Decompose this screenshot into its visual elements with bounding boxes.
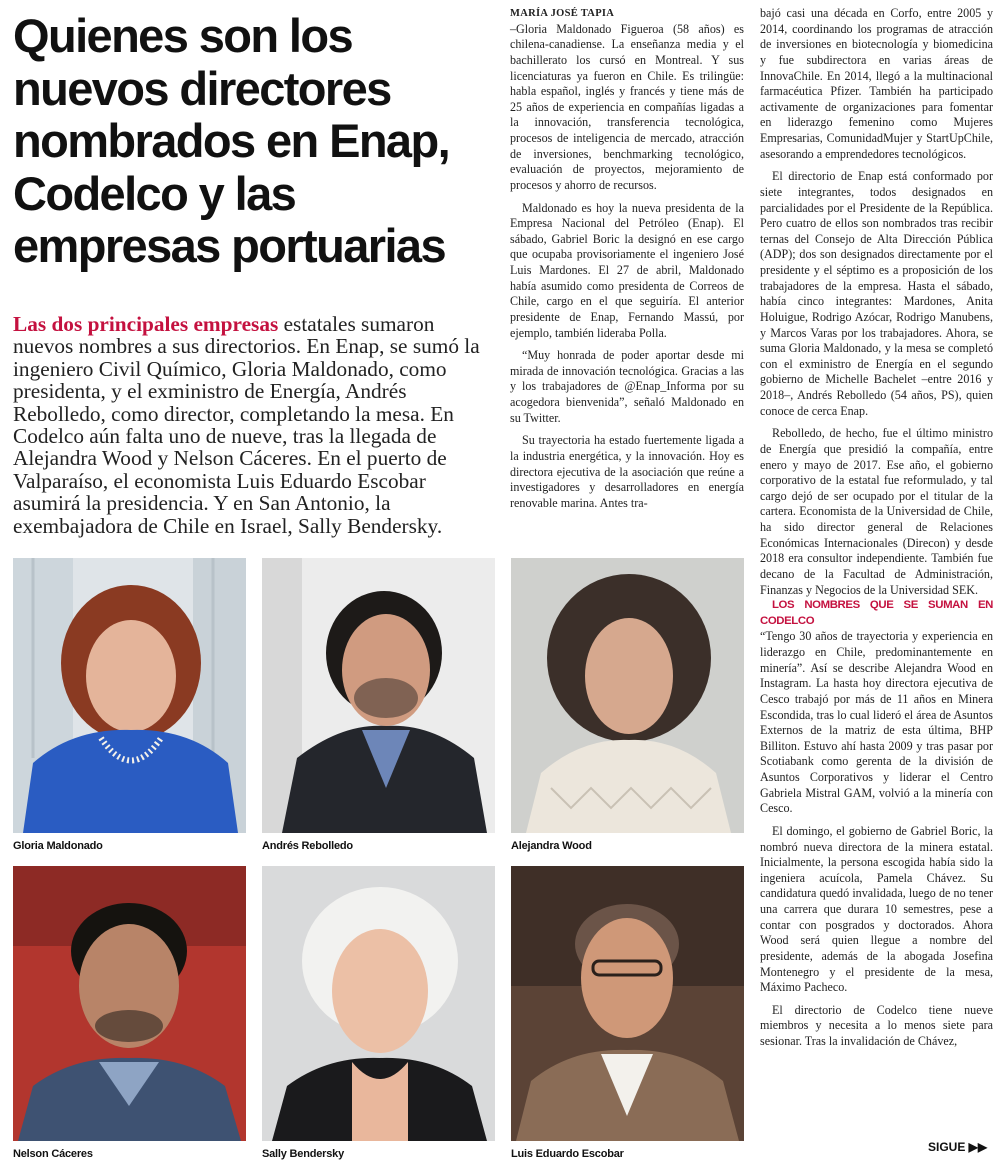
body-paragraph: El domingo, el gobierno de Gabriel Boric, la nombró nueva directora de la minera estatal. Inicialmente, la persona escogida había sido la ingeniera acuícola, Pamela Chávez. Su candidatura quedó invalidada, luego de no tener una carrera que durara 10 semestres, pese a contar con posgrados y doctorados. Ahora Wood será quien llegue a nombre del presidente, además de la abogada Josefina Montenegro y el presidente de la mesa, Máximo Pacheco. xyxy=(760,823,993,995)
photo-gloria-maldonado xyxy=(13,558,246,833)
photo-alejandra-wood xyxy=(511,558,744,833)
photo-luis-eduardo-escobar xyxy=(511,866,744,1141)
body-paragraph: Rebolledo, de hecho, fue el último ministro de Energía que presidió la compañía, entre enero y mayo de 2017. Ese año, el gobierno corporativo de la estatal fue reformulado, y tal cargo dejó de ser ocupado por el titular de la cartera. Economista de la Universidad de Chile, ha sido director general de Relaciones Económicas Internacionales (Direcon) y desde 2018 era consultor independiente. También fue decano de la Facultad de Administración, Finanzas y Negocios de la Universidad SEK. xyxy=(760,426,993,597)
body-paragraph: bajó casi una década en Corfo, entre 2005 y 2014, coordinando los programas de atracción de inversiones en biotecnología y biomedicina y fue subdirectora en varias áreas de InnovaChile. En 2014, llegó a la multinacional farmacéutica Pfizer. También ha participado activamente de organizaciones para fomentar en liderazgo femenino como Mujeres Empresarias, ComunidadMujer y StartUpChile, asesorando a emprendedores tecnológicos. xyxy=(760,6,993,161)
caption-andres-rebolledo: Andrés Rebolledo xyxy=(262,840,353,852)
text-column-2 xyxy=(760,6,993,1050)
body-paragraph: Su trayectoria ha estado fuertemente ligada a la industria energética, y la innovación. Hoy es directora ejecutiva de la asociación que reúne a investigadores y desarrolladores en energía renovable marina. Antes tra- xyxy=(510,433,744,510)
section-subhead: LOS NOMBRES QUE SE SUMAN EN CODELCO xyxy=(760,599,993,627)
body-paragraph: –Gloria Maldonado Figueroa (58 años) es chilena-canadiense. La enseñanza media y el bachillerato los cursó en Montreal. Y sus licenciaturas ya fueron en Chile. Es trilingüe: habla español, inglés y francés y tiene más de 25 años de experiencia en compañías ligadas a la innovación, transferencia tecnológica, procesos de inteligencia de mercado, atracción de inversiones, benchmarking tecnológico, evaluación de proyectos, mejoramiento de procesos y ahorro de recursos. xyxy=(510,21,744,192)
photo-nelson-caceres xyxy=(13,866,246,1141)
byline: MARÍA JOSÉ TAPIA xyxy=(510,8,615,19)
lead-text: estatales sumaron nuevos nombres a sus directorios. En Enap, se sumó la ingeniero Civil Químico, Gloria Maldonado, como presidenta, y el exministro de Energía, Andrés Rebolledo, como director, completando la mesa. En Codelco aún falta uno de nueve, tras la llegada de Alejandra Wood y Nelson Cáceres. En el puerto de Valparaíso, el economista Luis Eduardo Escobar asumirá la presidencia. Y en San Antonio, la exembajadora de Chile en Israel, Sally Bendersky. xyxy=(13,312,480,538)
caption-nelson-caceres: Nelson Cáceres xyxy=(13,1148,93,1160)
caption-alejandra-wood: Alejandra Wood xyxy=(511,840,592,852)
caption-gloria-maldonado: Gloria Maldonado xyxy=(13,840,103,852)
photo-andres-rebolledo xyxy=(262,558,495,833)
caption-sally-bendersky: Sally Bendersky xyxy=(262,1148,344,1160)
body-paragraph: El directorio de Enap está conformado por siete integrantes, todos designados en parcialidades por el Presidente de la República. Pero cuatro de ellos son nombrados tras recibir ternas del Consejo de Alta Dirección Pública (ADP); dos son designados directamente por el presidente y el séptimo es a proposición de los trabajadores de la empresa. Hasta el sábado, había cinco integrantes: Mardones, Anita Holuigue, Rodrigo Azócar, Rodrigo Manubens, y Marcos Varas por los trabajadores. Ahora, se suma Gloria Maldonado, y la mesa se completó con el exministro de Energía en el segundo gobierno de Michelle Bachelet –entre 2016 y 2018–, Andrés Rebolledo (54 años, PS), quien conoce de cerca Enap. xyxy=(760,169,993,418)
body-paragraph: Maldonado es hoy la nueva presidenta de la Empresa Nacional del Petróleo (Enap). El sábado, Gabriel Boric la designó en ese cargo que ocupaba provisoriamente el ingeniero José Luis Mardones. El 27 de abril, Maldonado había asumido como presidenta de Correos de Chile, cargo en el que seguiría. El anterior presidente de Enap, Fernando Massú, por ejemplo, también lideraba Polla. xyxy=(510,200,744,340)
text-column-1 xyxy=(510,6,744,511)
body-paragraph: “Tengo 30 años de trayectoria y experiencia en liderazgo en Chile, predominantemente en minería”. Así se describe Alejandra Wood en Instagram. La hasta hoy directora ejecutiva de Cesco trabajó por más de 11 años en Minera Escondida, tras lo cual lideró el área de Asuntos Externos de la matriz de esta última, BHP Billiton. Estuvo ahí hasta 2009 y tras pasar por Scotiabank como gerenta de la división de Asuntos Corporativos y liderar el Centro Gabriela Mistral GAM, volvió a la minería con Cesco. xyxy=(760,629,993,816)
photo-sally-bendersky xyxy=(262,866,495,1141)
caption-luis-eduardo-escobar: Luis Eduardo Escobar xyxy=(511,1148,624,1160)
body-paragraph: El directorio de Codelco tiene nueve miembros y necesita a lo menos siete para sesionar. Tras la invalidación de Chávez, xyxy=(760,1002,993,1048)
lead-highlight: Las dos principales empresas xyxy=(13,312,279,336)
lead-paragraph xyxy=(13,313,495,537)
continue-marker: SIGUE ▶▶ xyxy=(928,1140,988,1154)
headline: Quienes son los nuevos directores nombrados en Enap, Codelco y las empresas portuarias xyxy=(13,9,450,272)
body-paragraph: “Muy honrada de poder aportar desde mi mirada de innovación tecnológica. Gracias a las y los trabajadores de @Enap_Informa por su acogedora bienvenida”, señaló Maldonado en su Twitter. xyxy=(510,348,744,425)
